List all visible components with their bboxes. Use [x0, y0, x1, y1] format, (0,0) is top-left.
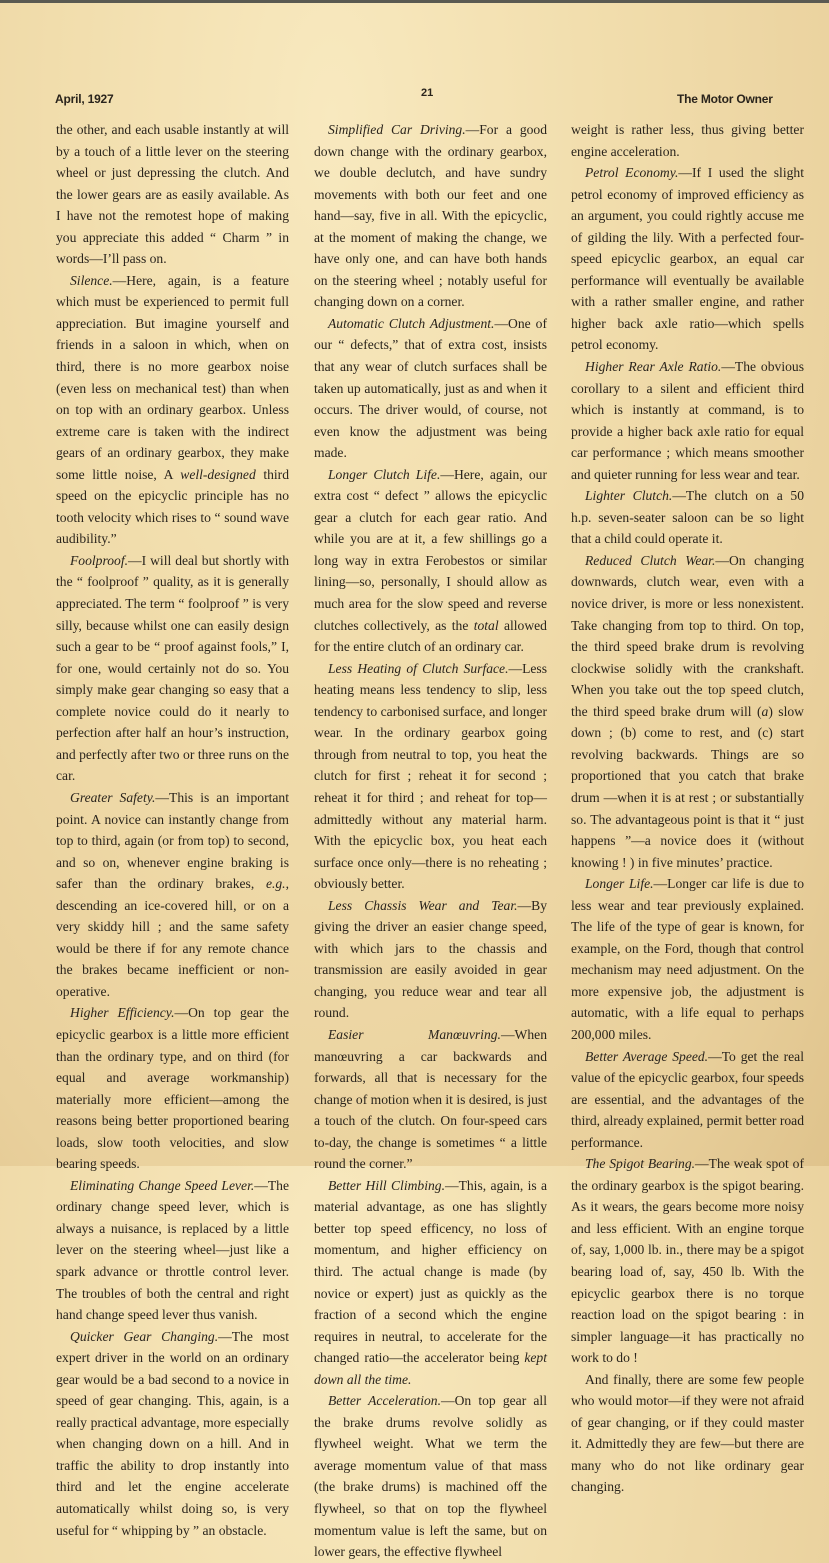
paragraph-title: Better Acceleration. — [328, 1393, 441, 1409]
paragraph-title: Better Hill Climbing. — [328, 1177, 445, 1193]
page-number: 21 — [421, 87, 434, 99]
paragraph-reduced-clutch-wear: Reduced Clutch Wear.—On changing downwards, clutch wear, even with a novice driver, is more or less nonexistent. Take changing from top to third. On top, the third speed brake drum is revolving clockwise solidly with the crankshaft. When you take out the top speed clutch, the third speed brake drum will (a) slow down ; (b) come to rest, and (c) start revolving backwards. Things are so proportioned that you catch that brake drum —when it is at rest ; or substantially so. The advantageous point is that it “ just happens ”—a novice does it (without knowing ! ) in five minutes’ practice. — [571, 552, 804, 870]
paragraph-title: Lighter Clutch. — [585, 488, 673, 504]
column-3 — [571, 119, 804, 1498]
paragraph: weight is rather less, thus giving better engine acceleration. — [571, 122, 804, 159]
paragraph-title: Petrol Economy. — [585, 165, 679, 181]
paragraph-spigot-bearing: The Spigot Bearing.—The weak spot of the ordinary gearbox is the spigot bearing. As it wears, the gears become more noisy and less efficient. With an engine torque of, say, 1,000 lb. in., there may be a spigot bearing load of, say, 450 lb. With the epicyclic gearbox there is no torque reaction load on the spigot bearing : in simpler language—it has practically no work to do ! — [571, 1156, 805, 1366]
paragraph-higher-rear-axle: Higher Rear Axle Ratio.—The obvious corollary to a silent and efficient third which is instantly at command, is to provide a higher back axle ratio for equal car performance ; which means smoother and quieter running for less wear and tear. — [571, 359, 804, 482]
paragraph-title: Easier Manœuvring. — [328, 1026, 501, 1042]
paragraph-less-heating: Less Heating of Clutch Surface.—Less heating means less tendency to slip, less tendency to carbonised surface, and longer wear. In the ordinary gearbox going through from neutral to top, you heat the clutch for first ; reheat it for second ; reheat it for third ; and reheat for top—admittedly without any material harm. With the epicyclic box, you heat each surface once only—there is no reheating ; obviously better. — [314, 660, 547, 892]
publication-title: The Motor Owner — [677, 92, 773, 106]
paragraph-greater-safety: Greater Safety.—This is an important point. A novice can instantly change from top to third, again (or from top) to second, and so on, whenever engine braking is safer than the ordinary brakes, e.g., descending an ice-covered hill, or on a very skiddy hill ; and the same safety would be there if for any remote chance the brakes became inefficient or non-operative. — [56, 789, 289, 999]
paragraph-finally: And finally, there are some few people who would motor—if they were not afraid of gear changing, or if they could master it. Admittedly they are few—but there are many who do not like ordinary gear changing. — [571, 1371, 804, 1495]
paragraph-title: The Spigot Bearing. — [585, 1156, 696, 1172]
paragraph-lighter-clutch: Lighter Clutch.—The clutch on a 50 h.p. seven-seater saloon can be so light that a child could operate it. — [571, 488, 804, 547]
paragraph-higher-efficiency: Higher Efficiency.—On top gear the epicyclic gearbox is a little more efficient than the ordinary type, and on third (for equal and average workmanship) materially more efficient—among the reasons being better proportioned bearing loads, slow tooth velocities, and slow bearing speeds. — [56, 1005, 289, 1172]
paragraph-title: Less Chassis Wear and Tear. — [328, 897, 518, 913]
column-1 — [56, 119, 289, 1541]
paragraph-title: Silence. — [70, 272, 113, 288]
paragraph-longer-life: Longer Life.—Longer car life is due to less wear and tear previously explained. The life of the type of gear is known, for example, on the Ford, though that control mechanism may need adjustment. On the more expensive job, the adjustment is automatic, with a life equal to perhaps 200,000 miles. — [571, 876, 804, 1042]
page-header — [0, 0, 829, 110]
issue-date: April, 1927 — [55, 92, 114, 106]
paragraph-title: Higher Efficiency. — [70, 1005, 175, 1021]
paragraph-longer-clutch-life: Longer Clutch Life.—Here, again, our extra cost “ defect ” allows the epicyclic gear a clutch for each gear ratio. And while you are at it, a few shillings go a long way in extra Ferobestos or similar lining—so, personally, I should allow as much area for the slow speed and reverse clutches collectively, as the total allowed for the entire clutch of an ordinary car. — [314, 466, 547, 655]
paragraph-title: Better Average Speed. — [585, 1048, 709, 1064]
paragraph-silence: Silence.—Here, again, is a feature which must be experienced to permit full appreciation. But imagine yourself and friends in a saloon in which, when on third, there is no more gearbox noise (even less on mechanical test) than when on top with an ordinary gearbox. Unless extreme care is taken with the indirect gears of an ordinary gearbox, they make some little noise, A well-designed third speed on the epicyclic principle has no tooth velocity which rises to “ sound wave audibility.” — [56, 272, 289, 547]
paragraph-title: Foolproof. — [70, 552, 129, 568]
paragraph-title: Reduced Clutch Wear. — [585, 552, 716, 568]
paragraph-better-acceleration: Better Acceleration.—On top gear all the brake drums revolve solidly as flywheel weight. What we term the average momentum value of that mass (the brake drums) is machined off the flywheel, so that on top the flywheel momentum value is left the same, but on lower gears, the effective flywheel — [314, 1393, 547, 1560]
paragraph-title: Automatic Clutch Adjustment. — [328, 315, 495, 331]
paragraph-title: Greater Safety. — [70, 789, 156, 805]
column-2 — [314, 119, 547, 1563]
paragraph: the other, and each usable instantly at will by a touch of a little lever on the steering wheel or just depressing the clutch. And the lower gears are as easily available. As I have not the remotest hope of making you appreciate this added “ Charm ” in words—I’ll pass on. — [56, 122, 289, 267]
paragraph-petrol-economy: Petrol Economy.—If I used the slight petrol economy of improved efficiency as an argument, you could rightly accuse me of gilding the lily. With a perfected four-speed epicyclic gearbox, an equal car performance will eventually be available with a rather smaller engine, and rather higher back axle ratio—which spells petrol economy. — [571, 165, 804, 353]
paragraph-title: Quicker Gear Changing. — [70, 1328, 219, 1344]
paragraph-title: Longer Life. — [585, 876, 654, 892]
paragraph-less-chassis-wear: Less Chassis Wear and Tear.—By giving the driver an easier change speed, with which jars to the chassis and transmission are easily avoided in gear changing, you reduce wear and tear all round. — [314, 897, 547, 1021]
paragraph-eliminating-lever: Eliminating Change Speed Lever.—The ordinary change speed lever, which is always a nuisance, is replaced by a little lever on the steering wheel—just like a spark advance or throttle control lever. The troubles of both the central and right hand change speed lever thus vanish. — [56, 1177, 289, 1323]
paragraph-title: Simplified Car Driving. — [328, 122, 466, 137]
paragraph-quicker-gear-changing: Quicker Gear Changing.—The most expert driver in the world on an ordinary gear would be a bad second to a novice in speed of gear changing. This, again, is a really practical advantage, more especially when changing down on a hill. And in traffic the ability to drop instantly into third and let the engine accelerate automatically whilst doing so, is very useful for “ whipping by ” an obstacle. — [56, 1328, 289, 1538]
paragraph-title: Longer Clutch Life. — [328, 466, 441, 482]
paragraph-better-average-speed: Better Average Speed.—To get the real value of the epicyclic gearbox, four speeds are essential, and the advantages of the third, already explained, permit better road performance. — [571, 1048, 804, 1150]
paragraph-easier-manoeuvring: Easier Manœuvring.—When manœuvring a car backwards and forwards, all that is necessary for the change of motion when it is desired, is just a touch of the clutch. On four-speed cars to-day, the change is sometimes “ a little round the corner.” — [314, 1026, 547, 1172]
paragraph-title: Higher Rear Axle Ratio. — [585, 359, 722, 375]
paragraph-automatic-clutch: Automatic Clutch Adjustment.—One of our “ defects,” that of extra cost, insists that any wear of clutch surfaces shall be taken up automatically, just as and when it occurs. The driver would, of course, not even know the adjustment was being made. — [314, 315, 547, 461]
paragraph-better-hill-climbing: Better Hill Climbing.—This, again, is a material advantage, as one has slightly better top speed efficency, no loss of momentum, and higher efficiency on third. The actual change is made (by novice or expert) just as quickly as the fraction of a second which the engine requires in neutral, to accelerate for the changed ratio—the accelerator being kept down all the time. — [314, 1177, 547, 1387]
paragraph-title: Eliminating Change Speed Lever. — [70, 1177, 255, 1193]
paragraph-foolproof: Foolproof.—I will deal but shortly with the “ foolproof ” quality, as it is generally appreciated. The term “ foolproof ” is very silly, because whilst one can easily design such a gear to be “ proof against fools,” I, for one, would certainly not do so. You simply make gear changing so easy that a complete novice could do it nearly to perfection after half an hour’s instruction, and perfectly after two or three runs on the car. — [56, 552, 289, 784]
paragraph-simplified-driving: Simplified Car Driving.—For a good down change with the ordinary gearbox, we double declutch, and have sundry movements with both our feet and one hand—say, five in all. With the epicyclic, at the moment of making the change, we have only one, and can have both hands on the steering wheel ; notably useful for changing down on a corner. — [314, 122, 548, 310]
paragraph-title: Less Heating of Clutch Surface. — [328, 660, 509, 676]
